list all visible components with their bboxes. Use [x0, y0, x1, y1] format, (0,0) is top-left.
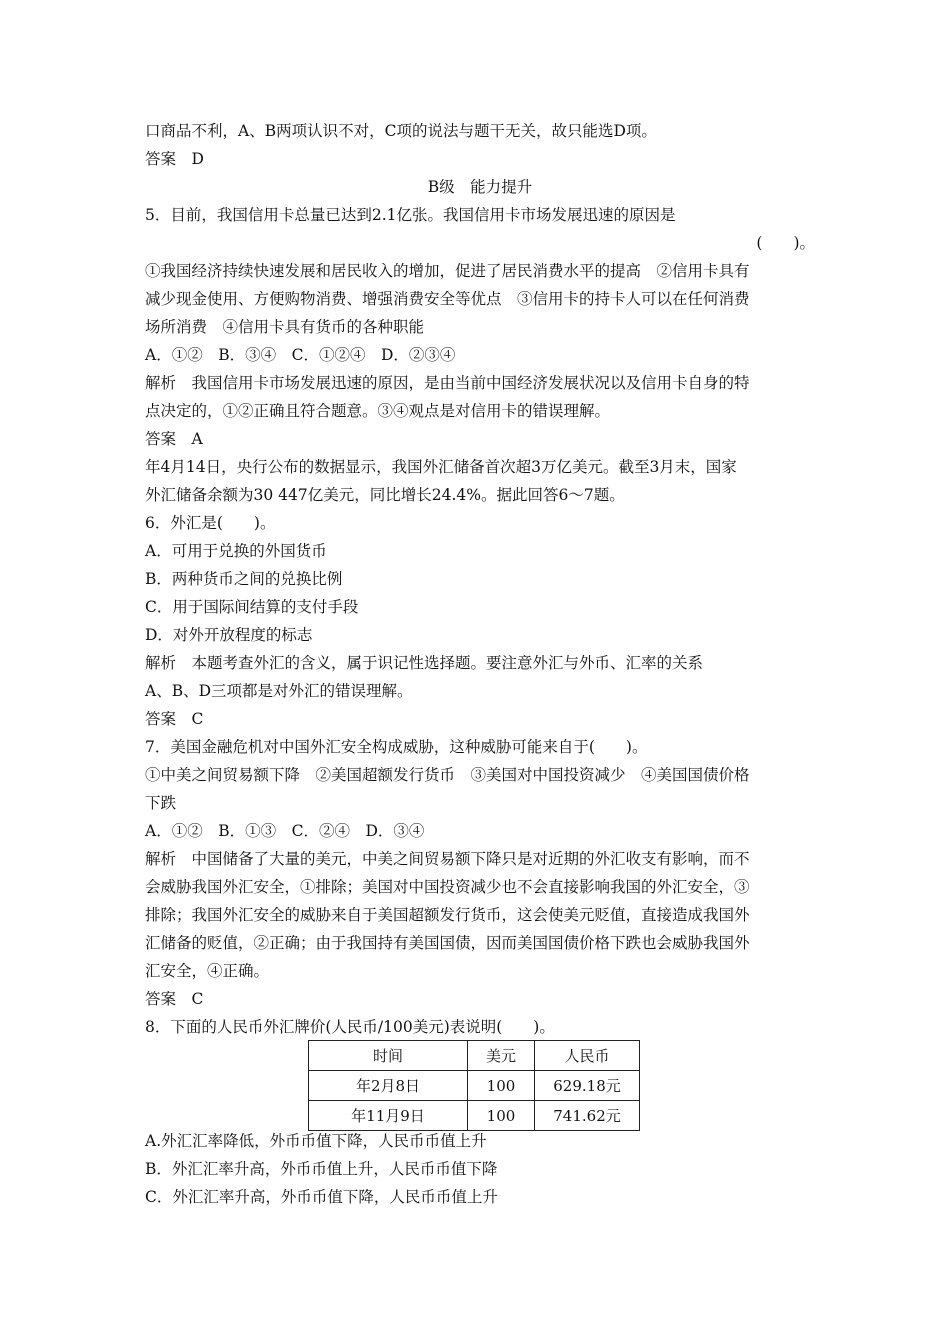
table-header: 美元 — [468, 1041, 535, 1071]
question-7: 7．美国金融危机对中国外汇安全构成威胁，这种威胁可能来自于( )。 — [145, 738, 648, 756]
table-header: 时间 — [309, 1041, 468, 1071]
table-cell: 741.62元 — [535, 1101, 640, 1131]
analysis-line: 解析 中国储备了大量的美元，中美之间贸易额下降只是对近期的外汇收支有影响，而不 — [145, 850, 750, 868]
text-line: 下跌 — [145, 794, 177, 812]
analysis-line: 解析 本题考查外汇的含义，属于识记性选择题。要注意外汇与外币、汇率的关系 — [145, 654, 704, 672]
answer-line: 答案 A — [145, 430, 203, 448]
analysis-line: 解析 我国信用卡市场发展迅速的原因，是由当前中国经济发展状况以及信用卡自身的特 — [145, 374, 750, 392]
options-line: A．①② B．①③ C．②④ D．③④ — [145, 822, 425, 840]
text-line: 外汇储备余额为30 447亿美元，同比增长24.4%。据此回答6～7题。 — [145, 486, 625, 504]
table-header: 人民币 — [535, 1041, 640, 1071]
text-line: 点决定的，①②正确且符合题意。③④观点是对信用卡的错误理解。 — [145, 402, 611, 420]
answer-line: 答案 D — [145, 150, 204, 168]
text-line: 口商品不利，A、B两项认识不对，C项的说法与题干无关，故只能选D项。 — [145, 122, 657, 140]
question-6: 6．外汇是( )。 — [145, 514, 276, 532]
exchange-rate-table — [308, 1040, 640, 1131]
table-row — [309, 1071, 640, 1101]
table-row — [309, 1101, 640, 1131]
option-a: A．可用于兑换的外国货币 — [145, 542, 327, 560]
option-b: B．两种货币之间的兑换比例 — [145, 570, 343, 588]
question-8: 8．下面的人民币外汇牌价(人民币/100美元)表说明( )。 — [145, 1018, 555, 1036]
option-c: C．用于国际间结算的支付手段 — [145, 598, 359, 616]
table-header-row — [309, 1041, 640, 1071]
table-cell: 年11月9日 — [309, 1101, 468, 1131]
answer-line: 答案 C — [145, 710, 204, 728]
table-cell: 629.18元 — [535, 1071, 640, 1101]
text-line: ①我国经济持续快速发展和居民收入的增加，促进了居民消费水平的提高 ②信用卡具有 — [145, 262, 750, 280]
text-line: 汇安全，④正确。 — [145, 962, 270, 980]
table-cell: 100 — [468, 1101, 535, 1131]
text-line: 场所消费 ④信用卡具有货币的各种职能 — [145, 318, 425, 336]
text-line: A、B、D三项都是对外汇的错误理解。 — [145, 682, 413, 700]
text-line: ①中美之间贸易额下降 ②美国超额发行货币 ③美国对中国投资减少 ④美国国债价格 — [145, 766, 750, 784]
table-cell: 100 — [468, 1071, 535, 1101]
question-5: 5．目前，我国信用卡总量已达到2.1亿张。我国信用卡市场发展迅速的原因是 — [145, 206, 676, 224]
table-cell: 年2月8日 — [309, 1071, 468, 1101]
option-c: C．外汇汇率升高，外币币值下降，人民币币值上升 — [145, 1188, 498, 1206]
options-line: A．①② B．③④ C．①②④ D．②③④ — [145, 346, 456, 364]
text-line: 排除；我国外汇安全的威胁来自于美国超额发行货币，这会使美元贬值，直接造成我国外 — [145, 906, 750, 924]
option-a: A.外汇汇率降低，外币币值下降，人民币币值上升 — [145, 1132, 487, 1150]
option-b: B．外汇汇率升高，外币币值上升，人民币币值下降 — [145, 1160, 498, 1178]
answer-blank: ( )。 — [756, 234, 815, 252]
answer-line: 答案 C — [145, 990, 204, 1008]
text-line: 年4月14日，央行公布的数据显示，我国外汇储备首次超3万亿美元。截至3月末，国家 — [145, 458, 737, 476]
text-line: 减少现金使用、方便购物消费、增强消费安全等优点 ③信用卡的持卡人可以在任何消费 — [145, 290, 750, 308]
option-d: D．对外开放程度的标志 — [145, 626, 313, 644]
text-line: 汇储备的贬值，②正确；由于我国持有美国国债，因而美国国债价格下跌也会威胁我国外 — [145, 934, 750, 952]
section-heading: B级 能力提升 — [427, 178, 533, 196]
text-line: 会威胁我国外汇安全，①排除；美国对中国投资减少也不会直接影响我国的外汇安全，③ — [145, 878, 750, 896]
